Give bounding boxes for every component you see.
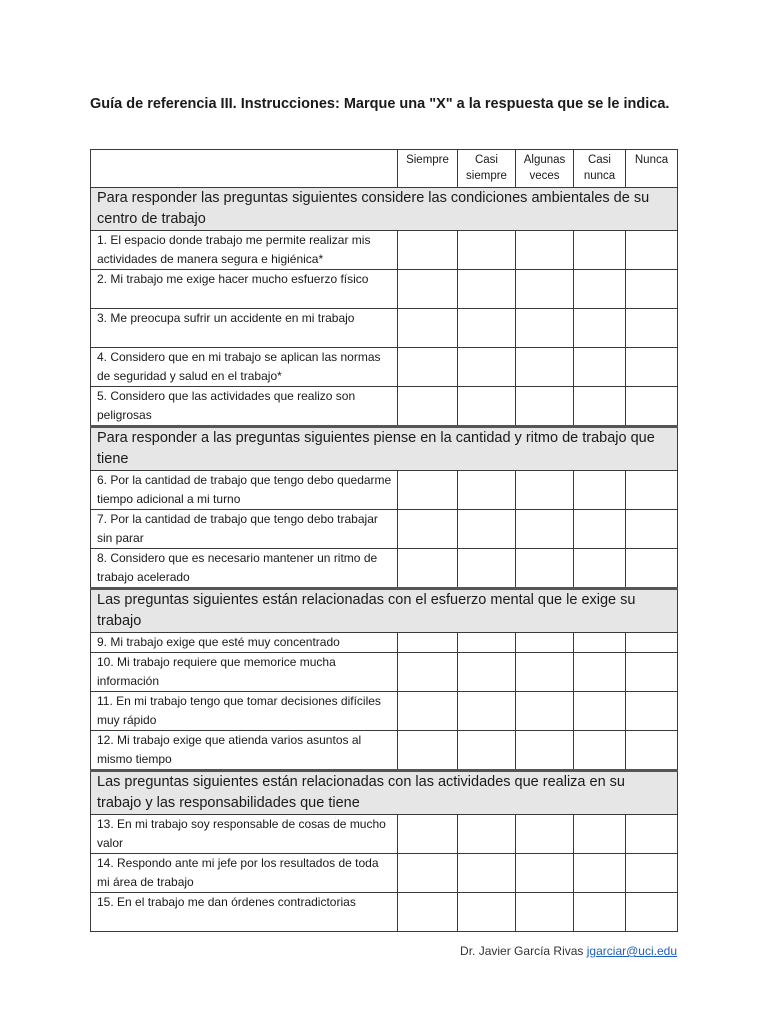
answer-cell-algunas-veces[interactable] [516, 893, 574, 932]
answer-cell-nunca[interactable] [626, 731, 678, 771]
answer-cell-nunca[interactable] [626, 510, 678, 549]
answer-cell-siempre[interactable] [398, 510, 458, 549]
answer-cell-nunca[interactable] [626, 270, 678, 309]
question-row [91, 270, 678, 309]
answer-cell-casi-nunca[interactable] [574, 633, 626, 653]
answer-cell-casi-nunca[interactable] [574, 815, 626, 854]
answer-cell-algunas-veces[interactable] [516, 731, 574, 771]
question-text: 4. Considero que en mi trabajo se aplican las normas de seguridad y salud en el trabajo* [91, 348, 398, 387]
question-row [91, 815, 678, 854]
answer-cell-casi-nunca[interactable] [574, 653, 626, 692]
question-row [91, 854, 678, 893]
questionnaire-table [90, 149, 678, 932]
question-row [91, 309, 678, 348]
answer-cell-nunca[interactable] [626, 692, 678, 731]
answer-cell-algunas-veces[interactable] [516, 510, 574, 549]
question-row [91, 387, 678, 427]
answer-cell-siempre[interactable] [398, 633, 458, 653]
question-row [91, 692, 678, 731]
section-heading: Las preguntas siguientes están relacionadas con las actividades que realiza en su trabajo y las responsabilidades que tiene [91, 771, 678, 815]
question-row [91, 231, 678, 270]
question-text: 3. Me preocupa sufrir un accidente en mi trabajo [91, 309, 398, 348]
question-row [91, 510, 678, 549]
answer-cell-siempre[interactable] [398, 348, 458, 387]
answer-cell-nunca[interactable] [626, 231, 678, 270]
answer-cell-nunca[interactable] [626, 348, 678, 387]
question-text: 6. Por la cantidad de trabajo que tengo debo quedarme tiempo adicional a mi turno [91, 471, 398, 510]
header-empty-cell [91, 150, 398, 188]
answer-cell-casi-nunca[interactable] [574, 510, 626, 549]
question-text: 12. Mi trabajo exige que atienda varios asuntos al mismo tiempo [91, 731, 398, 771]
options-header-row [91, 150, 678, 188]
answer-cell-casi-siempre[interactable] [458, 692, 516, 731]
answer-cell-casi-nunca[interactable] [574, 471, 626, 510]
answer-cell-algunas-veces[interactable] [516, 348, 574, 387]
answer-cell-algunas-veces[interactable] [516, 471, 574, 510]
option-header-nunca: Nunca [626, 150, 678, 188]
answer-cell-casi-nunca[interactable] [574, 692, 626, 731]
answer-cell-casi-siempre[interactable] [458, 633, 516, 653]
answer-cell-casi-siempre[interactable] [458, 348, 516, 387]
question-text: 7. Por la cantidad de trabajo que tengo debo trabajar sin parar [91, 510, 398, 549]
answer-cell-casi-siempre[interactable] [458, 815, 516, 854]
answer-cell-casi-nunca[interactable] [574, 348, 626, 387]
answer-cell-casi-nunca[interactable] [574, 231, 626, 270]
footer-email-link[interactable]: jgarciar@uci.edu [586, 944, 677, 958]
section-heading: Para responder a las preguntas siguientes piense en la cantidad y ritmo de trabajo que tiene [91, 427, 678, 471]
answer-cell-algunas-veces[interactable] [516, 270, 574, 309]
option-header-casi-nunca: Casi nunca [574, 150, 626, 188]
answer-cell-casi-nunca[interactable] [574, 549, 626, 589]
section-heading-row [91, 589, 678, 633]
answer-cell-casi-siempre[interactable] [458, 231, 516, 270]
question-text: 11. En mi trabajo tengo que tomar decisiones difíciles muy rápido [91, 692, 398, 731]
answer-cell-siempre[interactable] [398, 471, 458, 510]
answer-cell-casi-siempre[interactable] [458, 471, 516, 510]
question-text: 10. Mi trabajo requiere que memorice mucha información [91, 653, 398, 692]
answer-cell-nunca[interactable] [626, 387, 678, 427]
question-row [91, 633, 678, 653]
section-heading-row [91, 771, 678, 815]
answer-cell-algunas-veces[interactable] [516, 854, 574, 893]
answer-cell-algunas-veces[interactable] [516, 653, 574, 692]
question-row [91, 731, 678, 771]
answer-cell-casi-siempre[interactable] [458, 854, 516, 893]
answer-cell-algunas-veces[interactable] [516, 387, 574, 427]
answer-cell-algunas-veces[interactable] [516, 815, 574, 854]
question-row [91, 893, 678, 932]
section-heading: Para responder las preguntas siguientes considere las condiciones ambientales de su centro de trabajo [91, 188, 678, 231]
question-row [91, 471, 678, 510]
question-text: 14. Respondo ante mi jefe por los resultados de toda mi área de trabajo [91, 854, 398, 893]
answer-cell-casi-siempre[interactable] [458, 510, 516, 549]
question-text: 1. El espacio donde trabajo me permite realizar mis actividades de manera segura e higiénica* [91, 231, 398, 270]
answer-cell-algunas-veces[interactable] [516, 231, 574, 270]
section-heading: Las preguntas siguientes están relacionadas con el esfuerzo mental que le exige su trabajo [91, 589, 678, 633]
answer-cell-siempre[interactable] [398, 270, 458, 309]
answer-cell-algunas-veces[interactable] [516, 549, 574, 589]
option-header-algunas-veces: Algunas veces [516, 150, 574, 188]
answer-cell-siempre[interactable] [398, 549, 458, 589]
answer-cell-siempre[interactable] [398, 815, 458, 854]
answer-cell-siempre[interactable] [398, 309, 458, 348]
answer-cell-algunas-veces[interactable] [516, 309, 574, 348]
answer-cell-siempre[interactable] [398, 387, 458, 427]
footer [460, 944, 677, 958]
answer-cell-casi-siempre[interactable] [458, 309, 516, 348]
footer-author: Dr. Javier García Rivas [460, 944, 584, 958]
answer-cell-siempre[interactable] [398, 692, 458, 731]
question-row [91, 348, 678, 387]
answer-cell-casi-siempre[interactable] [458, 653, 516, 692]
question-text: 9. Mi trabajo exige que esté muy concentrado [91, 633, 398, 653]
answer-cell-nunca[interactable] [626, 549, 678, 589]
option-header-casi-siempre: Casi siempre [458, 150, 516, 188]
question-text: 5. Considero que las actividades que realizo son peligrosas [91, 387, 398, 427]
answer-cell-algunas-veces[interactable] [516, 692, 574, 731]
answer-cell-casi-siempre[interactable] [458, 893, 516, 932]
option-header-siempre: Siempre [398, 150, 458, 188]
section-heading-row [91, 427, 678, 471]
answer-cell-casi-nunca[interactable] [574, 854, 626, 893]
answer-cell-nunca[interactable] [626, 893, 678, 932]
answer-cell-casi-siempre[interactable] [458, 549, 516, 589]
answer-cell-nunca[interactable] [626, 854, 678, 893]
answer-cell-siempre[interactable] [398, 653, 458, 692]
answer-cell-casi-nunca[interactable] [574, 270, 626, 309]
answer-cell-casi-siempre[interactable] [458, 387, 516, 427]
answer-cell-nunca[interactable] [626, 653, 678, 692]
answer-cell-casi-nunca[interactable] [574, 893, 626, 932]
question-text: 2. Mi trabajo me exige hacer mucho esfuerzo físico [91, 270, 398, 309]
answer-cell-casi-nunca[interactable] [574, 387, 626, 427]
answer-cell-siempre[interactable] [398, 893, 458, 932]
question-row [91, 653, 678, 692]
page-title: Guía de referencia III. Instrucciones: Marque una "X" a la respuesta que se le indica. [90, 96, 670, 112]
question-row [91, 549, 678, 589]
answer-cell-siempre[interactable] [398, 231, 458, 270]
answer-cell-nunca[interactable] [626, 815, 678, 854]
section-heading-row [91, 188, 678, 231]
question-text: 15. En el trabajo me dan órdenes contradictorias [91, 893, 398, 932]
answer-cell-nunca[interactable] [626, 309, 678, 348]
answer-cell-casi-nunca[interactable] [574, 731, 626, 771]
answer-cell-algunas-veces[interactable] [516, 633, 574, 653]
answer-cell-nunca[interactable] [626, 471, 678, 510]
answer-cell-siempre[interactable] [398, 731, 458, 771]
answer-cell-siempre[interactable] [398, 854, 458, 893]
question-text: 13. En mi trabajo soy responsable de cosas de mucho valor [91, 815, 398, 854]
answer-cell-casi-siempre[interactable] [458, 270, 516, 309]
answer-cell-casi-nunca[interactable] [574, 309, 626, 348]
answer-cell-casi-siempre[interactable] [458, 731, 516, 771]
question-text: 8. Considero que es necesario mantener un ritmo de trabajo acelerado [91, 549, 398, 589]
answer-cell-nunca[interactable] [626, 633, 678, 653]
